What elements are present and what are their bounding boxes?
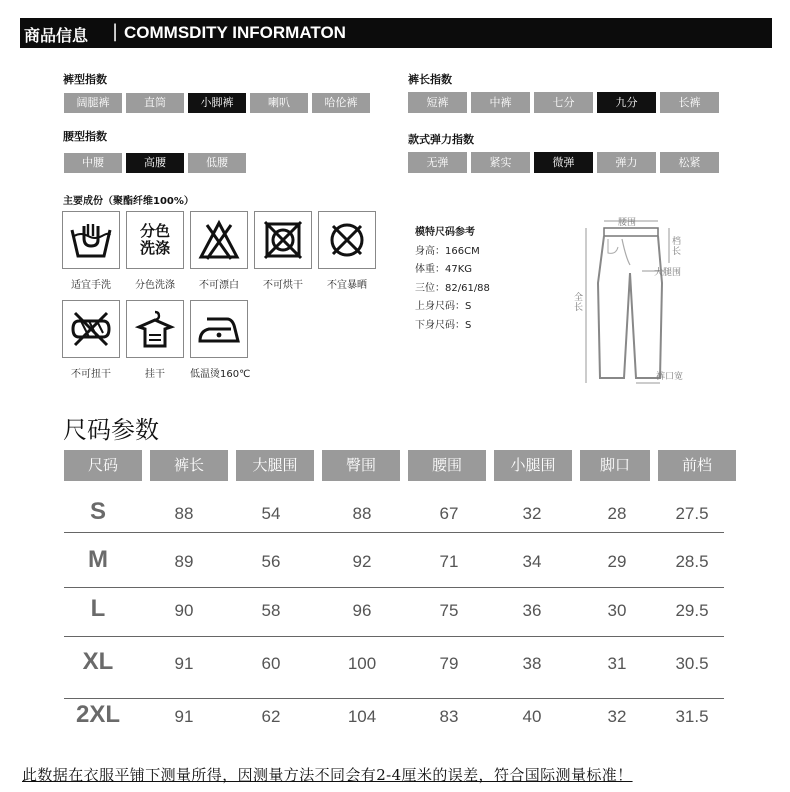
option-chip: 弹力: [597, 152, 656, 173]
table-cell: 71: [439, 552, 459, 571]
care-label: 不可扭干: [71, 369, 111, 380]
model-info: [415, 224, 490, 335]
table-cell: 91: [174, 654, 194, 673]
low-iron-icon: [197, 311, 241, 347]
model-top-size: 上身尺码：S: [415, 301, 472, 312]
care-label: 低温烫160℃: [190, 369, 251, 380]
size-label-cell: L: [90, 595, 106, 622]
table-cell: 91: [174, 707, 194, 726]
pants-style-title: 裤型指数: [63, 73, 107, 86]
waist-style-title: 腰型指数: [63, 130, 107, 143]
option-chip: 直筒: [126, 93, 184, 113]
care-label: 不宜暴晒: [327, 280, 367, 291]
pants-diagram: [556, 203, 706, 393]
hand-wash-icon: [69, 220, 113, 260]
size-table-header-cell: 大腿围: [236, 450, 314, 481]
section-header-bar: [20, 18, 772, 48]
model-weight: 体重：47KG: [415, 264, 473, 275]
table-cell: 32: [522, 504, 542, 523]
row-divider: [64, 532, 724, 533]
table-cell: 34: [522, 552, 542, 571]
care-low-iron: [190, 300, 251, 380]
table-cell: 28.5: [675, 552, 709, 571]
size-table-header-cell: 前档: [658, 450, 736, 481]
table-cell: 100: [347, 654, 377, 673]
size-table-header-cell: 臀围: [322, 450, 400, 481]
care-label: 不可漂白: [199, 280, 239, 291]
table-cell: 90: [174, 601, 194, 620]
option-chip: 小脚裤: [188, 93, 246, 113]
table-cell: 31.5: [675, 707, 709, 726]
model-height: 身高：166CM: [415, 245, 480, 257]
table-cell: 89: [174, 552, 194, 571]
elasticity-options: [408, 152, 719, 173]
table-cell: 38: [522, 654, 542, 673]
no-bleach-icon: [197, 219, 241, 261]
size-label-cell: 2XL: [75, 701, 120, 728]
option-chip: 长裤: [660, 92, 719, 113]
option-chip: 中裤: [471, 92, 530, 113]
row-divider: [64, 587, 724, 588]
size-table-header-cell: 裤长: [150, 450, 228, 481]
pants-style-options: [64, 93, 370, 113]
diagram-thigh-label: 大腿围: [654, 268, 682, 278]
section-title-cn: 商品信息: [24, 26, 89, 45]
header-separator: |: [112, 21, 119, 42]
table-cell: 75: [439, 601, 459, 620]
size-table-title: 尺码参数: [63, 416, 159, 444]
option-chip: 哈伦裤: [312, 93, 370, 113]
option-chip: 高腰: [126, 153, 184, 173]
size-table-header-cell: 小腿围: [494, 450, 572, 481]
hang-dry-icon: [135, 309, 175, 349]
option-chip: 短裤: [408, 92, 467, 113]
option-chip: 阔腿裤: [64, 93, 122, 113]
size-label-cell: S: [89, 498, 106, 525]
table-cell: 29.5: [675, 601, 709, 620]
size-label-cell: M: [88, 546, 108, 573]
table-cell: 83: [439, 707, 459, 726]
care-no-wring: [62, 300, 120, 380]
option-chip: 无弹: [408, 152, 467, 173]
model-measurements: 三位：82/61/88: [415, 282, 490, 294]
option-chip: 九分: [597, 92, 656, 113]
separate-wash-icon: 分色 洗涤: [139, 222, 170, 257]
option-chip: 喇叭: [250, 93, 308, 113]
no-sun-dry-icon: [327, 220, 367, 260]
table-cell: 28: [607, 504, 627, 523]
option-chip: 低腰: [188, 153, 246, 173]
table-cell: 67: [439, 504, 459, 523]
size-table-header-cell: 腰围: [408, 450, 486, 481]
size-table-header-cell: 脚口: [580, 450, 650, 481]
table-cell: 54: [261, 504, 281, 523]
table-cell: 29: [607, 552, 627, 571]
section-title-en: COMMSDITY INFORMATON: [124, 23, 346, 42]
option-chip: 松紧: [660, 152, 719, 173]
table-cell: 58: [261, 601, 281, 620]
table-cell: 60: [261, 654, 281, 673]
table-cell: 32: [607, 707, 627, 726]
care-no-tumble-dry: [254, 211, 312, 291]
row-divider: [64, 636, 724, 637]
option-chip: 七分: [534, 92, 593, 113]
row-divider: [64, 698, 724, 699]
length-index-options: [408, 92, 719, 113]
care-no-sun-dry: [318, 211, 376, 291]
option-chip: 微弹: [534, 152, 593, 173]
table-cell: 30: [607, 601, 627, 620]
care-no-bleach: [190, 211, 248, 291]
table-cell: 92: [352, 552, 372, 571]
diagram-hem-label: 裤口宽: [656, 372, 684, 382]
table-cell: 40: [522, 707, 542, 726]
diagram-length-label: 全长: [574, 293, 584, 313]
table-cell: 79: [439, 654, 459, 673]
table-cell: 88: [174, 504, 194, 523]
model-title: 模特尺码参考: [415, 227, 475, 238]
no-tumble-dry-icon: [263, 220, 303, 260]
waist-style-options: [64, 153, 246, 173]
size-label-cell: XL: [82, 648, 114, 675]
table-cell: 88: [352, 504, 372, 523]
table-cell: 62: [261, 707, 281, 726]
model-bottom-size: 下身尺码：S: [415, 319, 472, 331]
diagram-rise-label: 档长: [672, 237, 682, 257]
elasticity-title: 款式弹力指数: [408, 133, 474, 146]
care-label: 分色洗涤: [135, 280, 175, 291]
no-wring-icon: [69, 309, 113, 349]
care-label: 不可烘干: [263, 280, 303, 291]
table-cell: 36: [522, 601, 542, 620]
table-cell: 27.5: [675, 504, 709, 523]
table-cell: 96: [352, 601, 372, 620]
table-cell: 104: [347, 707, 377, 726]
composition-text: 主要成份（聚酯纤维100%）: [63, 196, 194, 207]
option-chip: 紧实: [471, 152, 530, 173]
care-hang-dry: [126, 300, 184, 380]
size-table-header-cell: 尺码: [64, 450, 142, 481]
care-label: 挂干: [145, 369, 165, 380]
length-index-title: 裤长指数: [408, 73, 452, 86]
table-cell: 31: [607, 654, 627, 673]
option-chip: 中腰: [64, 153, 122, 173]
table-cell: 56: [261, 552, 281, 571]
measurement-note: 此数据在衣服平铺下测量所得，因测量方法不同会有2-4厘米的误差，符合国际测量标准！: [22, 766, 633, 784]
care-hand-wash: [62, 211, 120, 291]
care-label: 适宜手洗: [71, 280, 111, 291]
care-separate-wash: [126, 211, 184, 291]
table-cell: 30.5: [675, 654, 709, 673]
diagram-waist-label: 腰围: [618, 218, 637, 228]
